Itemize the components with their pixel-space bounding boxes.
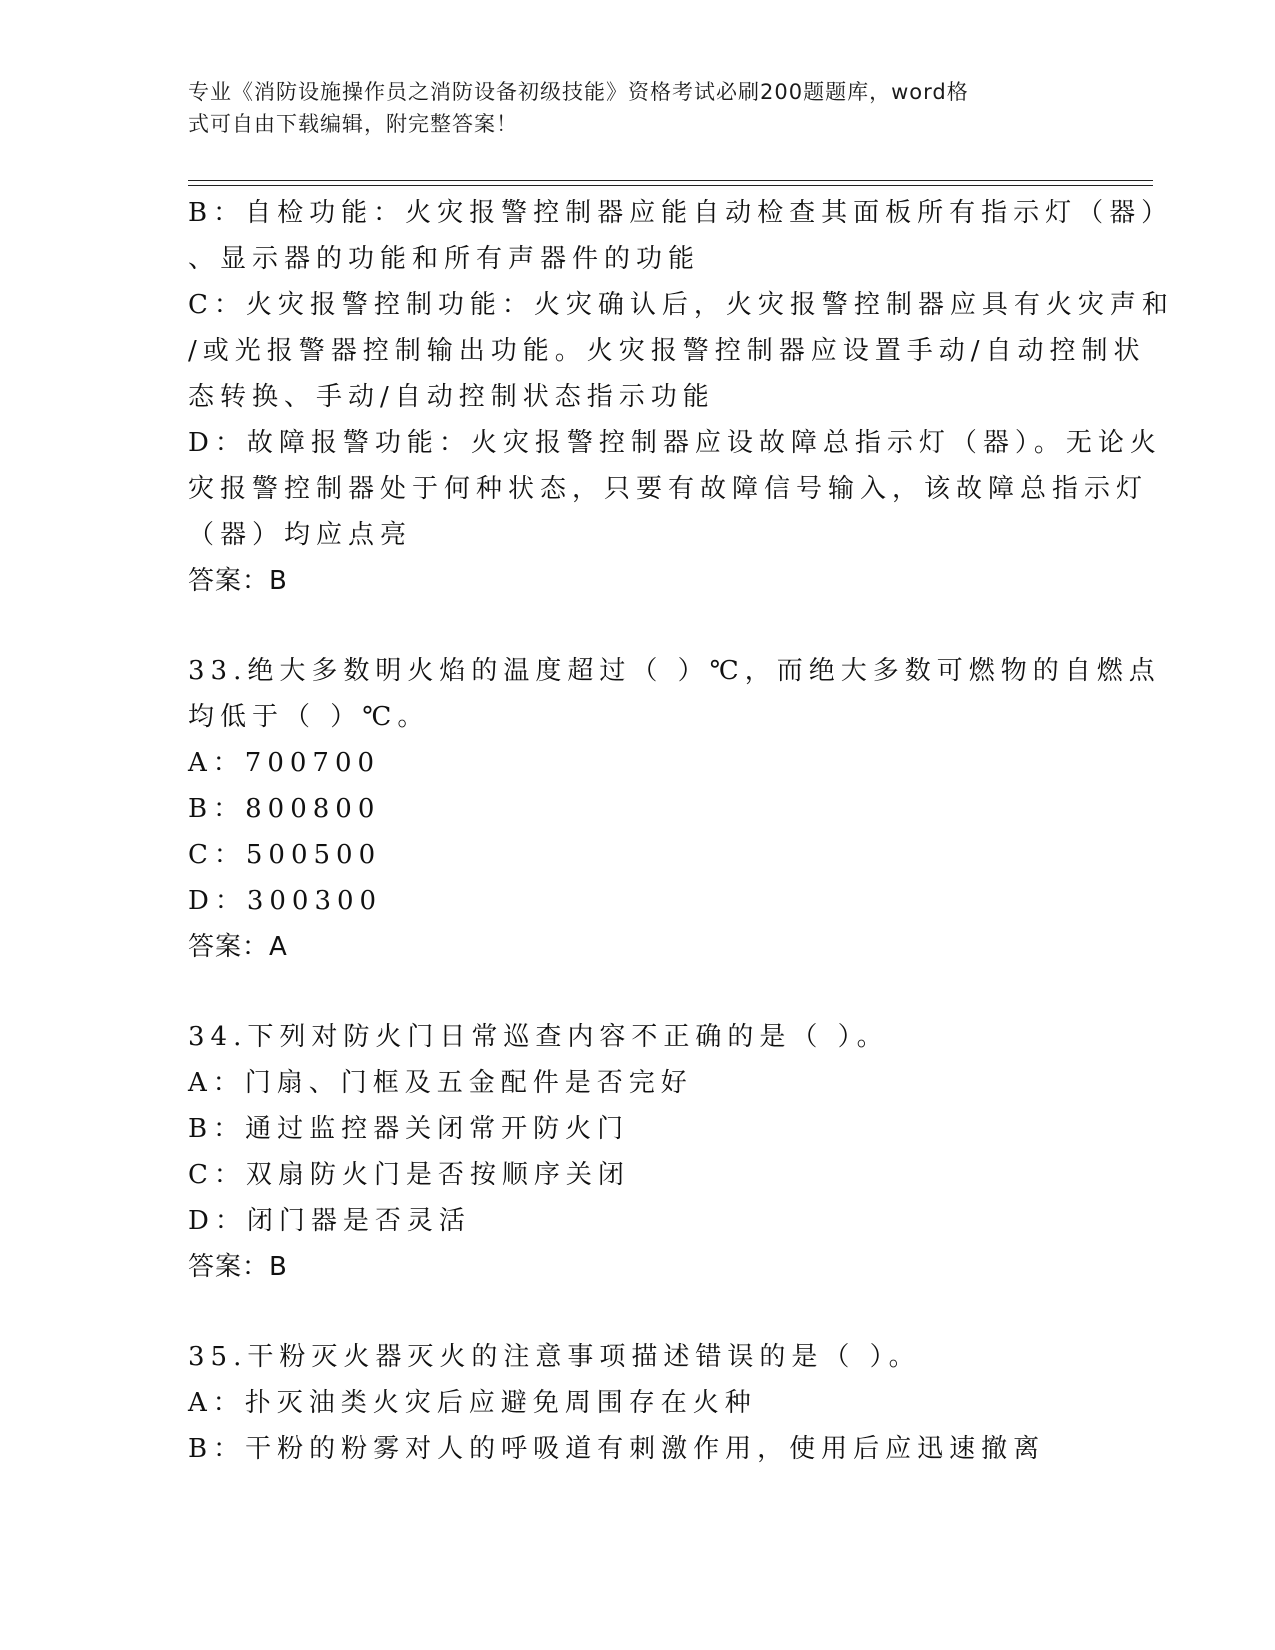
option-b: B：通过监控器关闭常开防火门 [188, 1114, 630, 1144]
question-content [188, 190, 1174, 1472]
option-line: 态转换、手动/自动控制状态指示功能 [188, 382, 715, 412]
option-line: （器）均应点亮 [188, 520, 413, 550]
option-a: A：门扇、门框及五金配件是否完好 [188, 1068, 693, 1098]
question-stem: 均低于（ ）℃。 [188, 702, 430, 732]
question-35 [188, 1334, 1088, 1472]
spacer [188, 1290, 1088, 1334]
header-divider-top [188, 180, 1153, 181]
question-34 [188, 1014, 1088, 1290]
option-c: C：500500 [188, 840, 382, 870]
answer-label: 答案：A [188, 932, 288, 962]
question-stem: 35.干粉灭火器灭火的注意事项描述错误的是（ ）。 [188, 1342, 921, 1372]
question-stem: 34.下列对防火门日常巡查内容不正确的是（ ）。 [188, 1022, 889, 1052]
header-line-2: 式可自由下载编辑，附完整答案！ [188, 112, 518, 136]
option-a: A：扑灭油类火灾后应避免周围存在火种 [188, 1388, 757, 1418]
header-line-1: 专业《消防设施操作员之消防设备初级技能》资格考试必刷200题题库，word格 [188, 80, 969, 104]
option-d: D：300300 [188, 886, 383, 916]
option-a: A：700700 [188, 748, 381, 778]
spacer [188, 604, 1088, 648]
option-d [188, 420, 1162, 558]
answer-label: 答案：B [188, 1252, 288, 1282]
document-header [188, 76, 1068, 140]
header-divider-bottom [188, 185, 1153, 186]
option-c: C：双扇防火门是否按顺序关闭 [188, 1160, 630, 1190]
answer-label: 答案：B [188, 566, 288, 596]
option-b [188, 190, 1174, 282]
option-line: 灾报警控制器处于何种状态，只要有故障信号输入，该故障总指示灯 [188, 474, 1149, 504]
question-stem: 33.绝大多数明火焰的温度超过（ ）℃，而绝大多数可燃物的自燃点 [188, 656, 1161, 686]
option-d: D：闭门器是否灵活 [188, 1206, 471, 1236]
question-32-tail [188, 190, 1174, 604]
option-line: 、显示器的功能和所有声器件的功能 [188, 244, 701, 274]
option-line: D：故障报警功能：火灾报警控制器应设故障总指示灯（器）。无论火 [188, 428, 1162, 458]
option-line: B：自检功能：火灾报警控制器应能自动检查其面板所有指示灯（器） [188, 198, 1174, 228]
option-line: /或光报警器控制输出功能。火灾报警控制器应设置手动/自动控制状 [188, 336, 1146, 366]
spacer [188, 970, 1088, 1014]
question-33 [188, 648, 1161, 970]
option-b: B：800800 [188, 794, 381, 824]
option-c [188, 282, 1174, 420]
option-line: C：火灾报警控制功能：火灾确认后，火灾报警控制器应具有火灾声和 [188, 290, 1174, 320]
option-b: B：干粉的粉雾对人的呼吸道有刺激作用，使用后应迅速撤离 [188, 1434, 1046, 1464]
